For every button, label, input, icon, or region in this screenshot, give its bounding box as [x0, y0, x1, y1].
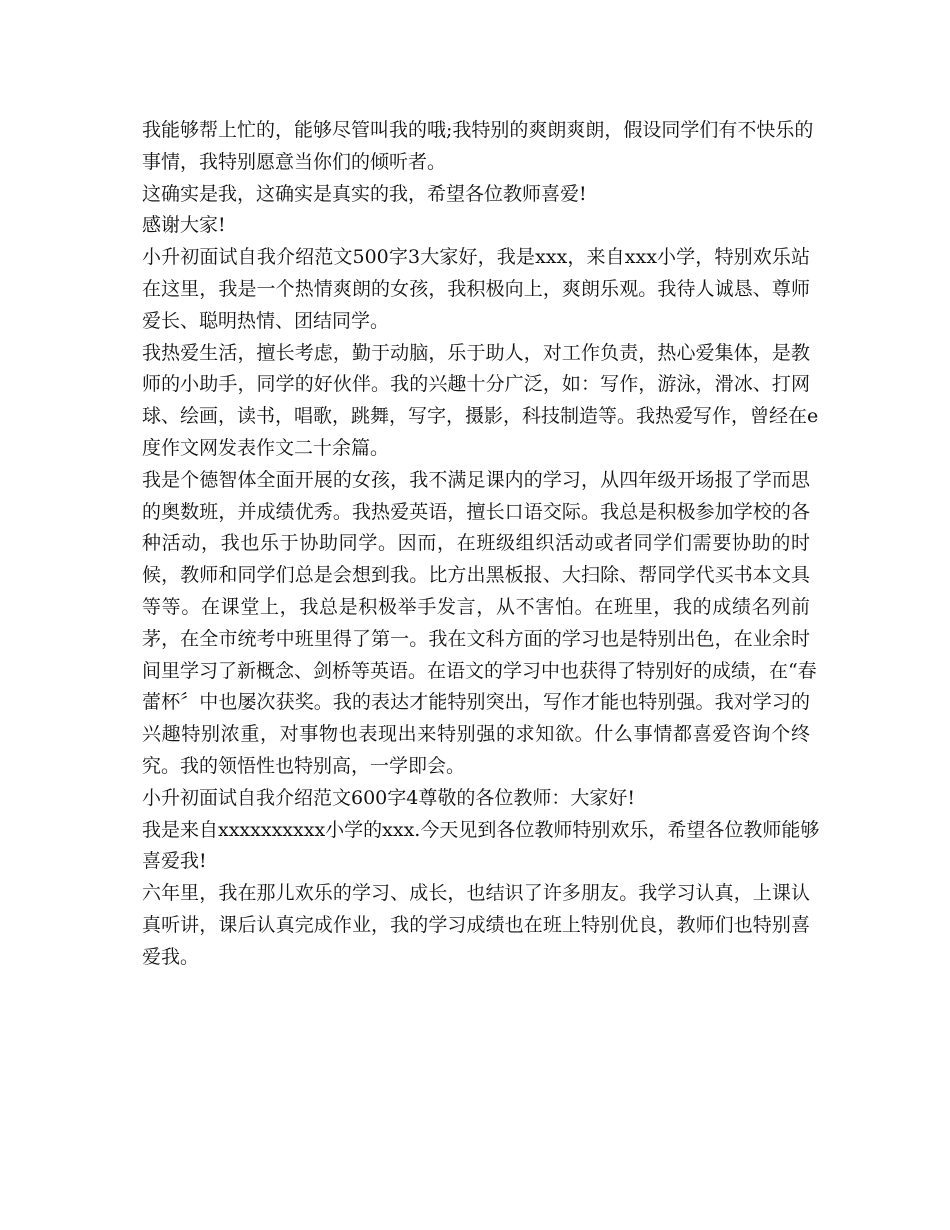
text-line: 爱我。 [142, 945, 200, 968]
text-line: 种活动，我也乐于协助同学。因而，在班级组织活动或者同学们需要协助的时 [142, 532, 810, 555]
paragraph [142, 783, 810, 815]
text-line: 茅，在全市统考中班里得了第一。我在文科方面的学习也是特别出色，在业余时 [142, 627, 810, 650]
text-line: 真听讲，课后认真完成作业，我的学习成绩也在班上特别优良，教师们也特别喜 [142, 913, 810, 936]
text-line: 小升初面试自我介绍范文500字3大家好，我是xxx，来自xxx小学，特别欢乐站 [142, 246, 810, 269]
paragraph [142, 338, 819, 465]
text-line: 在这里，我是一个热情爽朗的女孩，我积极向上，爽朗乐观。我待人诚恳、尊师 [142, 277, 810, 300]
text-line: 喜爱我! [142, 850, 207, 873]
paragraph [142, 115, 814, 179]
text-line: 等等。在课堂上，我总是积极举手发言，从不害怕。在班里，我的成绩名列前 [142, 595, 810, 618]
text-line: 候，教师和同学们总是会想到我。比方出黑板报、大扫除、帮同学代买书本文具 [142, 564, 810, 587]
text-line: 爱长、聪明热情、团结同学。 [142, 309, 390, 332]
document-body [142, 115, 820, 974]
text-line: 感谢大家! [142, 214, 226, 237]
text-line: 究。我的领悟性也特别高，一学即会。 [142, 754, 466, 777]
text-line: 球、绘画，读书，唱歌，跳舞，写字，摄影，科技制造等。我热爱写作，曾经在e [142, 405, 819, 428]
text-line: 六年里，我在那儿欢乐的学习、成长，也结识了许多朋友。我学习认真，上课认 [142, 882, 810, 905]
text-line: 事情，我特别愿意当你们的倾听者。 [142, 150, 447, 173]
text-line: 我热爱生活，擅长考虑，勤于动脑，乐于助人，对工作负责，热心爱集体，是教 [142, 341, 810, 364]
text-line: 师的小助手，同学的好伙伴。我的兴趣十分广泛，如：写作，游泳，滑冰、打网 [142, 373, 810, 396]
paragraph [142, 242, 810, 337]
paragraph [142, 878, 810, 973]
text-line: 蕾杯〞中也屡次获奖。我的表达才能特别突出，写作才能也特别强。我对学习的 [142, 691, 810, 714]
text-line: 我能够帮上忙的，能够尽管叫我的哦;我特别的爽朗爽朗，假设同学们有不快乐的 [142, 119, 814, 141]
paragraph [142, 465, 817, 783]
text-line: 间里学习了新概念、剑桥等英语。在语文的学习中也获得了特别好的成绩，在“春 [142, 659, 817, 682]
text-line: 的奥数班，并成绩优秀。我热爱英语，擅长口语交际。我总是积极参加学校的各 [142, 500, 810, 523]
text-line: 这确实是我，这确实是真实的我，希望各位教师喜爱! [142, 182, 587, 205]
text-line: 我是来自xxxxxxxxxx小学的xxx.今天见到各位教师特别欢乐，希望各位教师能够 [142, 818, 820, 841]
text-line: 度作文网发表作文二十余篇。 [142, 436, 390, 459]
paragraph [142, 815, 820, 879]
text-line: 小升初面试自我介绍范文600字4尊敬的各位教师：大家好! [142, 786, 635, 809]
paragraph [142, 179, 810, 211]
text-line: 我是个德智体全面开展的女孩，我不满足课内的学习，从四年级开场报了学而思 [142, 468, 810, 491]
paragraph [142, 210, 810, 242]
text-line: 兴趣特别浓重，对事物也表现出来特别强的求知欲。什么事情都喜爱咨询个终 [142, 723, 810, 746]
